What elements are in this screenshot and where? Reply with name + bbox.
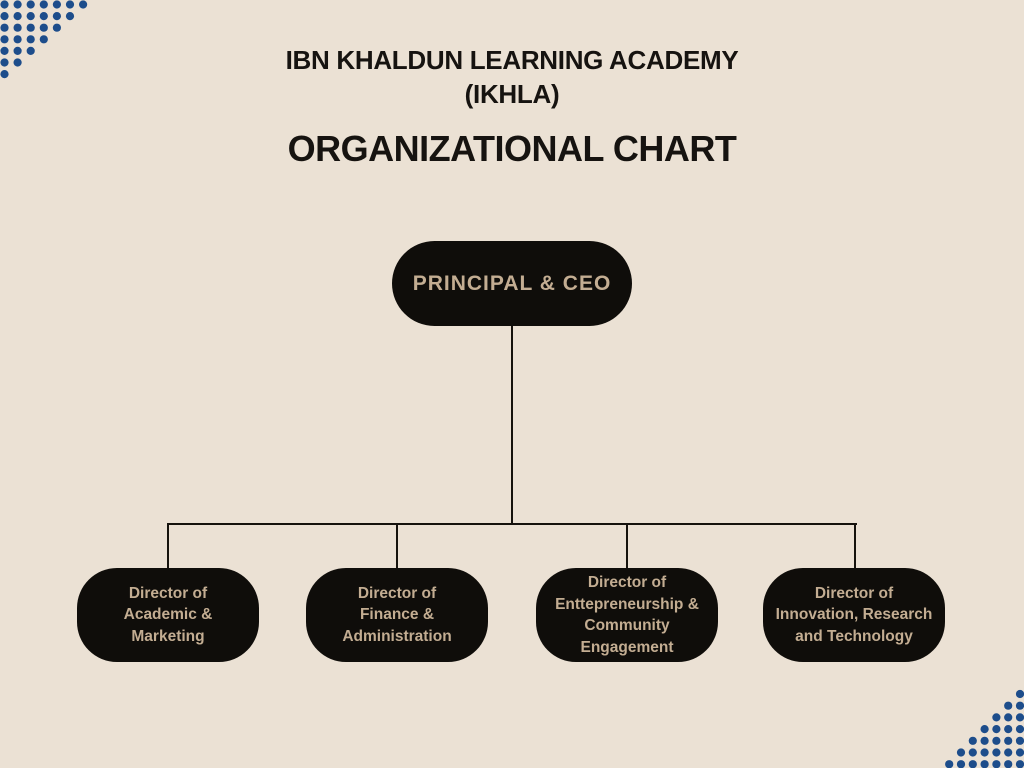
- org-node-label: PRINCIPAL & CEO: [412, 271, 612, 295]
- org-node-label-line: Academic &: [123, 606, 213, 624]
- connector-drop-1: [167, 523, 170, 569]
- org-node-label-line: Director of: [587, 574, 667, 591]
- org-node-label-line: Enttepreneurship &: [555, 595, 699, 613]
- corner-dots-bottom-right-icon: [912, 686, 1024, 768]
- org-node-director-academic-marketing: [77, 568, 259, 662]
- org-node-label-line: and Technology: [795, 627, 913, 645]
- org-node-director-entrepreneurship-community: [536, 568, 718, 662]
- academy-title-line1: IBN KHALDUN LEARNING ACADEMY: [285, 45, 739, 75]
- org-node-label-line: Engagement: [580, 638, 674, 656]
- academy-title-line2: (IKHLA): [464, 79, 560, 109]
- org-node-label-line: Innovation, Research: [775, 606, 933, 624]
- connector-drop-2: [396, 523, 399, 569]
- org-node-label-line: Director of: [128, 584, 208, 602]
- org-node-label-line: Director of: [814, 584, 894, 602]
- org-node-label-line: Community: [584, 617, 670, 634]
- org-node-director-innovation-research-technology: [763, 568, 945, 662]
- connector-horizontal-bar: [167, 523, 857, 526]
- connector-drop-3: [626, 523, 629, 569]
- page-title: ORGANIZATIONAL CHART: [287, 128, 737, 169]
- org-node-principal-ceo: [392, 241, 632, 326]
- org-node-label-line: Administration: [342, 627, 452, 645]
- org-node-label-line: Director of: [357, 584, 437, 602]
- org-node-label-line: Marketing: [131, 627, 205, 645]
- connector-drop-4: [854, 523, 857, 569]
- org-node-label-line: Finance &: [359, 606, 435, 624]
- connector-root-vertical: [511, 324, 514, 524]
- org-node-director-finance-administration: [306, 568, 488, 662]
